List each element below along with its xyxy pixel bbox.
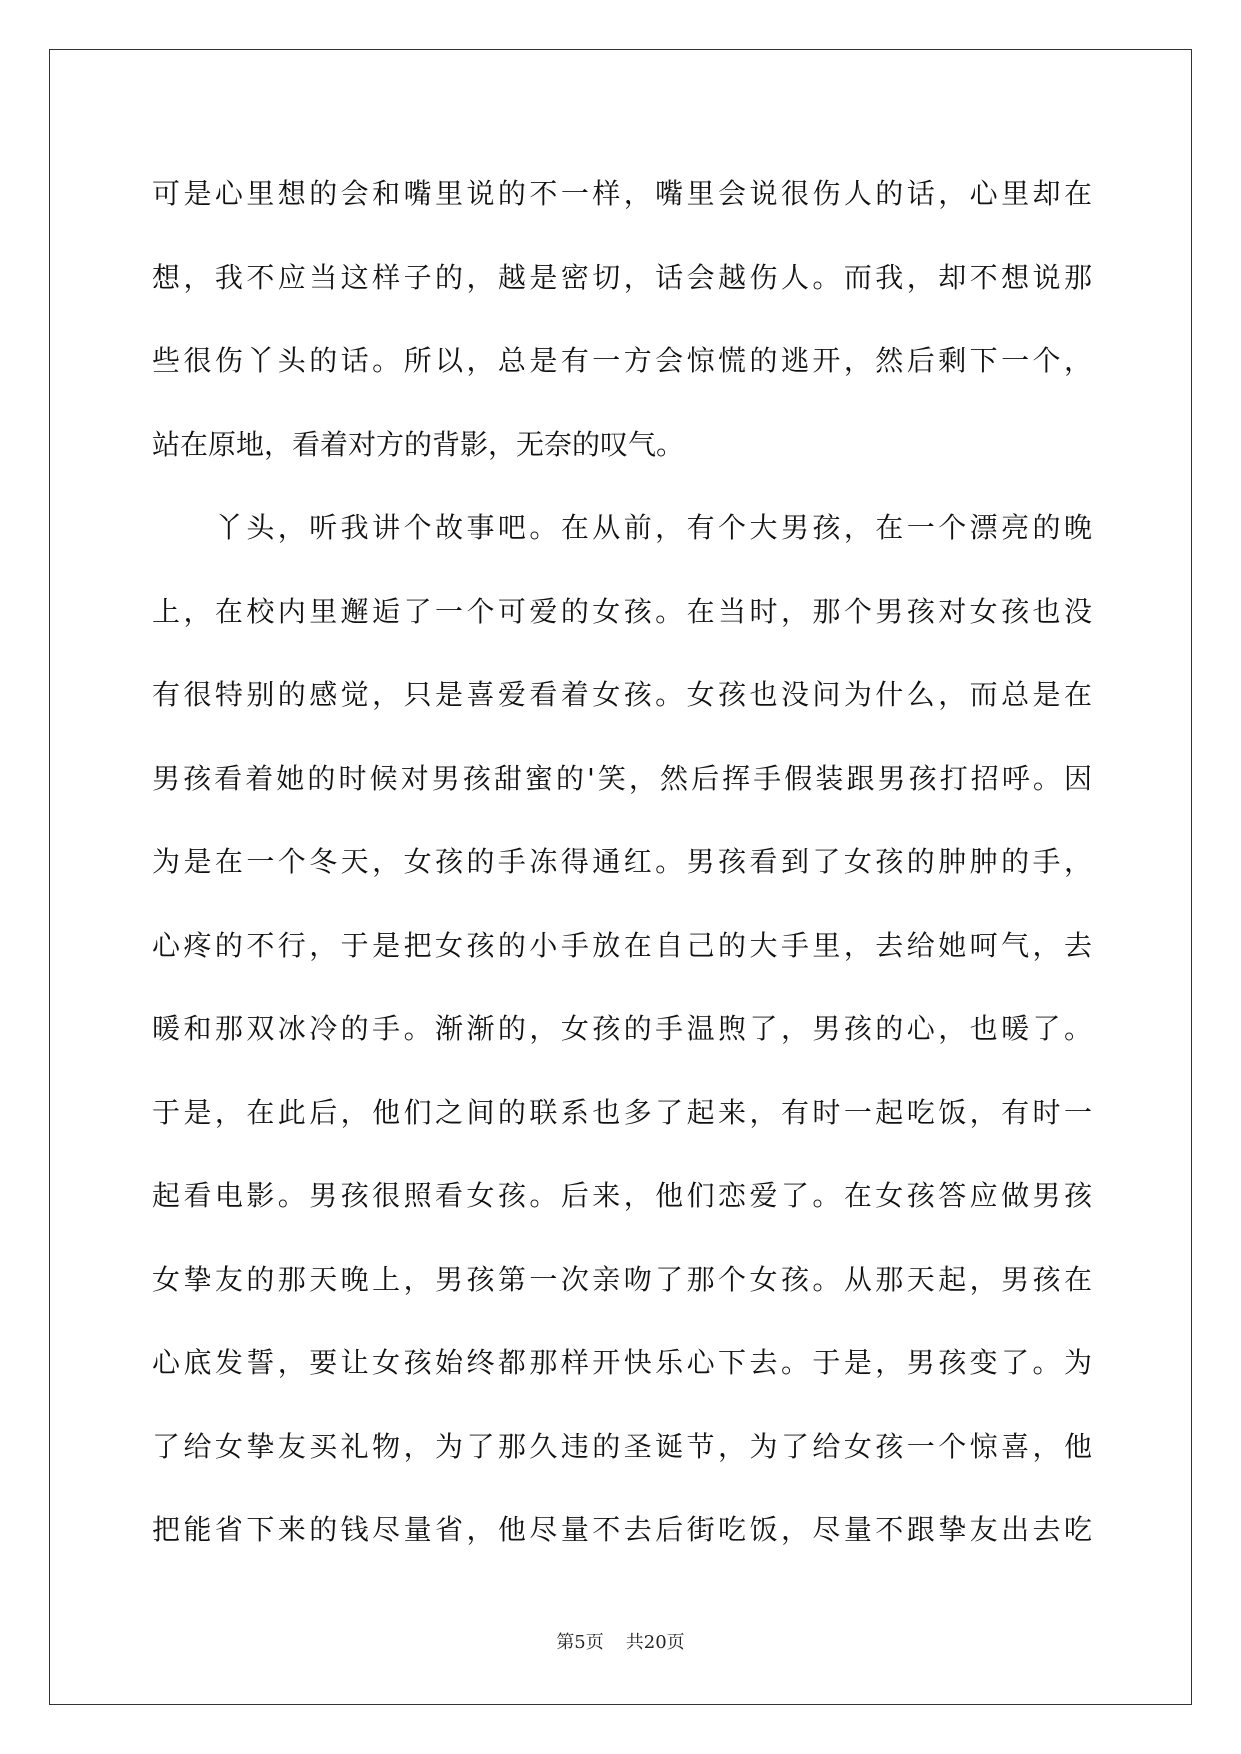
text-line: 为是在一个冬天，女孩的手冻得通红。男孩看到了女孩的肿肿的手， — [152, 845, 1092, 878]
text-line: 心底发誓，要让女孩始终都那样开快乐心下去。于是，男孩变了。为 — [152, 1346, 1092, 1379]
page-footer — [0, 1628, 1241, 1654]
total-pages-label: 共20页 — [625, 1632, 685, 1653]
text-line: 男孩看着她的时候对男孩甜蜜的'笑，然后挥手假装跟男孩打招呼。因 — [152, 761, 1092, 795]
text-line: 有很特别的感觉，只是喜爱看着女孩。女孩也没问为什么，而总是在 — [152, 678, 1092, 711]
text-line: 把能省下来的钱尽量省，他尽量不去后街吃饭，尽量不跟挚友出去吃 — [152, 1513, 1092, 1546]
text-line: 可是心里想的会和嘴里说的不一样，嘴里会说很伤人的话，心里却在 — [152, 177, 1092, 210]
text-line: 些很伤丫头的话。所以，总是有一方会惊慌的逃开，然后剩下一个， — [152, 344, 1092, 377]
text-line: 丫头，听我讲个故事吧。在从前，有个大男孩，在一个漂亮的晚 — [152, 511, 1092, 544]
text-line: 于是，在此后，他们之间的联系也多了起来，有时一起吃饭，有时一 — [152, 1095, 1092, 1129]
text-line: 暖和那双冰冷的手。渐渐的，女孩的手温煦了，男孩的心，也暖了。 — [152, 1012, 1092, 1045]
text-line: 起看电影。男孩很照看女孩。后来，他们恋爱了。在女孩答应做男孩 — [152, 1179, 1092, 1212]
text-line: 上，在校内里邂逅了一个可爱的女孩。在当时，那个男孩对女孩也没 — [152, 594, 1092, 628]
current-page-label: 第5页 — [556, 1632, 604, 1653]
text-line: 站在原地，看着对方的背影，无奈的叹气。 — [152, 427, 685, 461]
text-line: 想，我不应当这样子的，越是密切，话会越伤人。而我，却不想说那 — [152, 260, 1092, 294]
document-body — [152, 152, 1092, 1572]
text-line: 了给女挚友买礼物，为了那久违的圣诞节，为了给女孩一个惊喜，他 — [152, 1429, 1092, 1463]
text-line: 心疼的不行，于是把女孩的小手放在自己的大手里，去给她呵气，去 — [152, 928, 1092, 962]
text-line: 女挚友的那天晚上，男孩第一次亲吻了那个女孩。从那天起，男孩在 — [152, 1262, 1092, 1296]
